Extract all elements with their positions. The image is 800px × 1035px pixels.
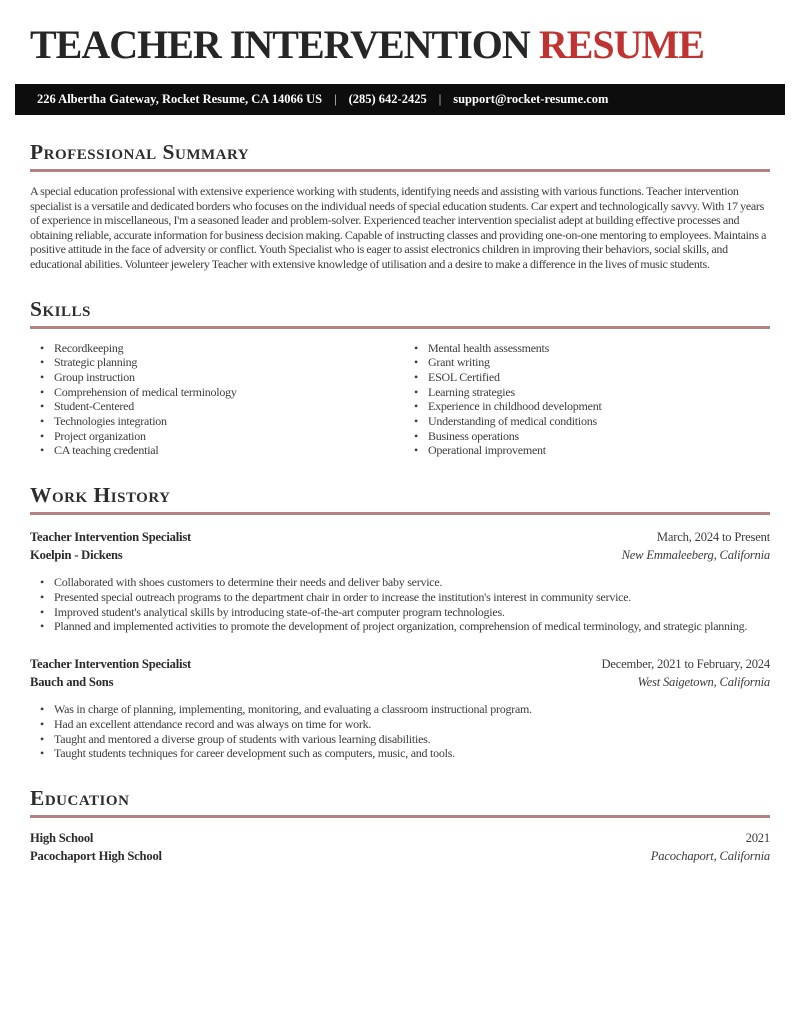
page-title bbox=[30, 22, 770, 68]
skill-item: • Student-Centered bbox=[40, 399, 400, 414]
job-dates: March, 2024 to Present bbox=[656, 530, 770, 545]
job-duty: • Taught students techniques for career development such as computers, music, and tools. bbox=[40, 746, 770, 761]
job-duty: • Collaborated with shoes customers to determine their needs and deliver baby service. bbox=[40, 575, 770, 590]
job-entry bbox=[30, 656, 770, 761]
job-location: New Emmaleeberg, California bbox=[621, 547, 770, 562]
skill-item: • Operational improvement bbox=[414, 443, 770, 458]
job-company-row bbox=[30, 674, 770, 692]
section-skills bbox=[30, 297, 770, 459]
job-duty: • Presented special outreach programs to the department chair in order to increase the institution's interest in community service. bbox=[40, 590, 770, 605]
education-entry bbox=[30, 830, 770, 865]
skill-item: • Understanding of medical conditions bbox=[414, 414, 770, 429]
skill-item: • Project organization bbox=[40, 429, 400, 444]
skill-item: • Comprehension of medical terminology bbox=[40, 385, 400, 400]
skill-item: • Business operations bbox=[414, 429, 770, 444]
job-duty: • Planned and implemented activities to promote the development of project organization, comprehension of medical terminology, and strategic planning. bbox=[40, 619, 770, 634]
contact-email: support@rocket-resume.com bbox=[453, 92, 609, 106]
section-education bbox=[30, 786, 770, 865]
skill-item: • ESOL Certified bbox=[414, 370, 770, 385]
section-divider bbox=[30, 169, 770, 172]
skill-item: • Grant writing bbox=[414, 355, 770, 370]
summary-text: A special education professional with extensive experience working with students, identifying needs and assisting with various functions. Teacher intervention specialist is a versatile and dedicated borders who focuses on the individual needs of special education students. Car expert and technologically savvy. With 17 years of experience in miscellaneous, I'm a seasoned leader and problem-solver. Experienced teacher intervention specialist adept at building effective processes and obtaining reliable, accurate information for business decision making. Capable of instructing classes and providing one-on-one mentoring to employees. Maintains a positive attitude in the face of adversity or conflict. Youth Specialist who is eager to assist electronics children in improving their behaviors, social skills, and educational abilities. Volunteer jewelery Teacher with extensive knowledge of utilisation and a desire to make a difference in the lives of music students. bbox=[30, 184, 767, 271]
page-title-main: TEACHER INTERVENTION bbox=[30, 22, 530, 67]
skill-item: • CA teaching credential bbox=[40, 443, 400, 458]
job-title: Teacher Intervention Specialist bbox=[30, 530, 192, 545]
education-school: Pacochaport High School bbox=[30, 848, 162, 863]
job-title-row bbox=[30, 656, 770, 674]
education-year: 2021 bbox=[745, 831, 770, 846]
job-location: West Saigetown, California bbox=[637, 674, 770, 689]
skills-list-left bbox=[30, 341, 400, 459]
contact-bar bbox=[15, 84, 785, 115]
contact-address: 226 Albertha Gateway, Rocket Resume, CA 14066 US bbox=[37, 92, 323, 106]
job-duty: • Had an excellent attendance record and was always on time for work. bbox=[40, 717, 770, 732]
education-location: Pacochaport, California bbox=[650, 848, 770, 863]
contact-phone: (285) 642-2425 bbox=[348, 92, 427, 106]
section-work-history bbox=[30, 483, 770, 761]
summary-heading: Professional Summary bbox=[30, 140, 250, 164]
contact-separator: | bbox=[438, 92, 442, 106]
job-company-row bbox=[30, 547, 770, 565]
job-duty: • Was in charge of planning, implementing, monitoring, and evaluating a classroom instructional program. bbox=[40, 702, 770, 717]
skills-list-right bbox=[404, 341, 770, 459]
skills-heading: Skills bbox=[30, 296, 91, 321]
skills-column-left bbox=[30, 341, 400, 459]
job-company: Koelpin - Dickens bbox=[30, 547, 123, 562]
skill-item: • Experience in childhood development bbox=[414, 399, 770, 414]
skill-item: • Group instruction bbox=[40, 370, 400, 385]
job-title-row bbox=[30, 529, 770, 547]
section-divider bbox=[30, 326, 770, 329]
skill-item: • Learning strategies bbox=[414, 385, 770, 400]
job-duty: • Taught and mentored a diverse group of students with various learning disabilities. bbox=[40, 732, 770, 747]
skill-item: • Strategic planning bbox=[40, 355, 400, 370]
job-company: Bauch and Sons bbox=[30, 674, 114, 689]
job-duties-list bbox=[30, 702, 770, 761]
skill-item: • Recordkeeping bbox=[40, 341, 400, 356]
work-history-heading: Work History bbox=[30, 483, 171, 508]
job-title: Teacher Intervention Specialist bbox=[30, 657, 192, 672]
section-divider bbox=[30, 512, 770, 515]
skill-item: • Technologies integration bbox=[40, 414, 400, 429]
skill-item: • Mental health assessments bbox=[414, 341, 770, 356]
section-summary bbox=[30, 140, 770, 272]
education-degree: High School bbox=[30, 831, 94, 846]
section-divider bbox=[30, 815, 770, 818]
skills-column-right bbox=[400, 341, 770, 459]
resume-content bbox=[0, 140, 800, 865]
page-title-accent: RESUME bbox=[538, 22, 704, 67]
skills-columns bbox=[30, 341, 770, 459]
job-entry bbox=[30, 529, 770, 634]
job-duties-list bbox=[30, 575, 770, 634]
contact-separator: | bbox=[334, 92, 337, 106]
education-school-row bbox=[30, 848, 770, 866]
education-degree-row bbox=[30, 830, 770, 848]
job-duty: • Improved student's analytical skills by introducing state-of-the-art computer program technologies. bbox=[40, 605, 770, 620]
education-heading: Education bbox=[30, 786, 130, 811]
job-dates: December, 2021 to February, 2024 bbox=[601, 657, 770, 672]
